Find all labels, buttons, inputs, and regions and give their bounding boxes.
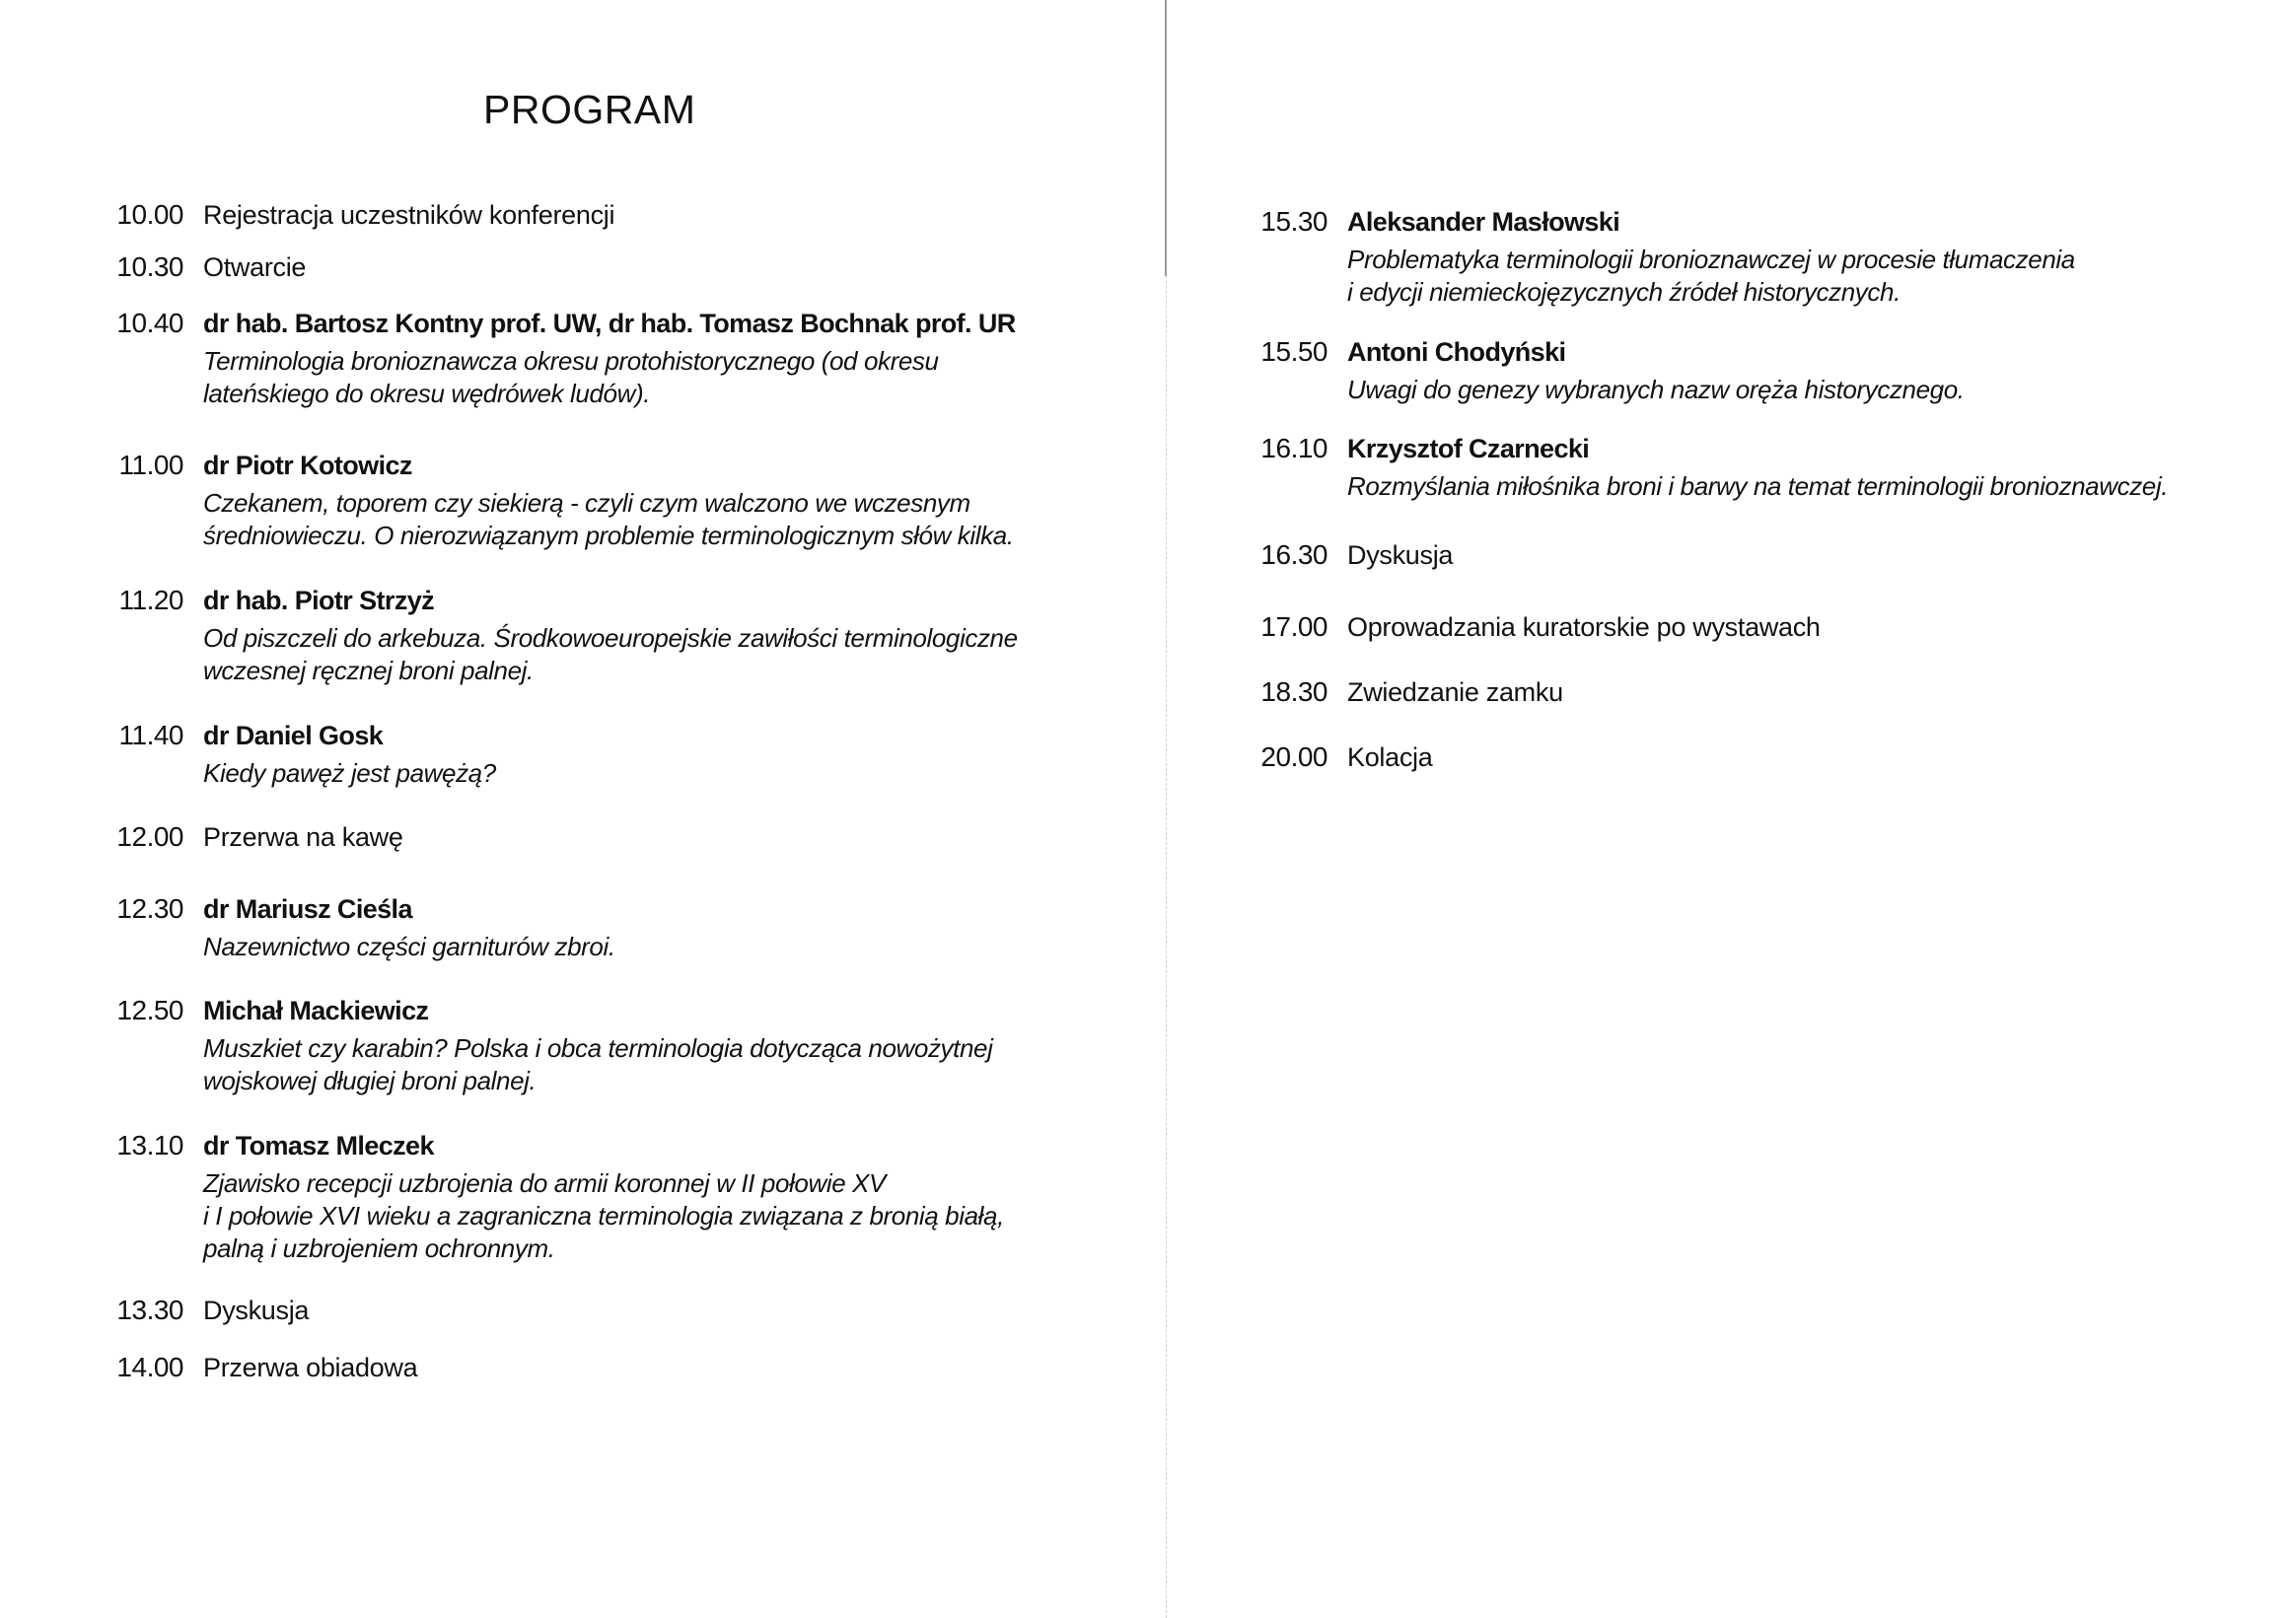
entry-speaker: Michał Mackiewicz bbox=[203, 996, 429, 1025]
entry-speaker: Krzysztof Czarnecki bbox=[1347, 434, 1590, 463]
entry-text: Rejestracja uczestników konferencji bbox=[203, 200, 615, 230]
entry-talk-title: Kiedy pawęż jest pawężą? bbox=[203, 758, 496, 788]
schedule-entry bbox=[1251, 429, 2286, 503]
entry-text: Dyskusja bbox=[1347, 540, 1454, 570]
entry-text: Oprowadzania kuratorskie po wystawach bbox=[1347, 612, 1821, 642]
entry-text: Dyskusja bbox=[203, 1296, 310, 1325]
entry-talk-title: Rozmyślania miłośnika broni i barwy na temat terminologii bronioznawczej. bbox=[1347, 471, 2169, 501]
left-schedule bbox=[107, 195, 1093, 1387]
entry-talk-title: Nazewnictwo części garniturów zbroi. bbox=[203, 932, 615, 961]
entry-time: 10.00 bbox=[116, 199, 183, 230]
entry-time: 15.30 bbox=[1260, 206, 1327, 237]
entry-talk-title: Terminologia bronioznawcza okresu protohistorycznego (od okresu lateńskiego do okresu wędrówek ludów). bbox=[203, 346, 939, 408]
page-title: PROGRAM bbox=[483, 87, 696, 132]
entry-text: Przerwa na kawę bbox=[203, 822, 403, 852]
entry-time: 17.00 bbox=[1260, 611, 1327, 642]
entry-speaker: dr Mariusz Cieśla bbox=[203, 894, 412, 924]
entry-time: 10.40 bbox=[116, 308, 183, 338]
entry-time: 10.30 bbox=[116, 251, 183, 282]
page-fold-edge bbox=[1165, 0, 1167, 276]
schedule-entry bbox=[107, 716, 1093, 790]
entry-text: Przerwa obiadowa bbox=[203, 1353, 418, 1382]
entry-time: 12.50 bbox=[116, 995, 183, 1025]
entry-talk-title: Uwagi do genezy wybranych nazw oręża historycznego. bbox=[1347, 375, 1965, 404]
schedule-entry bbox=[107, 991, 1093, 1097]
schedule-entry bbox=[1251, 738, 2286, 777]
entry-time: 11.00 bbox=[118, 450, 183, 480]
schedule-entry bbox=[107, 1348, 1093, 1387]
entry-speaker: dr Tomasz Mleczek bbox=[203, 1131, 434, 1161]
entry-text: Zwiedzanie zamku bbox=[1347, 677, 1563, 707]
entry-talk-title: Problematyka terminologii bronioznawczej w procesie tłumaczenia i edycji niemieckojęzycznych źródeł historycznych. bbox=[1347, 245, 2075, 307]
schedule-entry bbox=[107, 817, 1093, 857]
entry-speaker: Antoni Chodyński bbox=[1347, 337, 1566, 367]
schedule-entry bbox=[1251, 672, 2286, 712]
entry-speaker: dr Piotr Kotowicz bbox=[203, 451, 412, 480]
entry-time: 15.50 bbox=[1260, 336, 1327, 367]
entry-time: 14.00 bbox=[116, 1352, 183, 1382]
entry-speaker: dr hab. Bartosz Kontny prof. UW, dr hab. Tomasz Bochnak prof. UR bbox=[203, 309, 1016, 338]
entry-time: 12.30 bbox=[116, 893, 183, 924]
entry-time: 16.30 bbox=[1260, 539, 1327, 570]
entry-speaker: Aleksander Masłowski bbox=[1347, 207, 1620, 237]
schedule-entry bbox=[107, 446, 1093, 552]
entry-time: 13.10 bbox=[116, 1130, 183, 1161]
schedule-entry bbox=[107, 247, 1093, 287]
entry-speaker: dr hab. Piotr Strzyż bbox=[203, 586, 435, 615]
schedule-entry bbox=[1251, 607, 2286, 647]
schedule-entry bbox=[1251, 332, 2286, 406]
schedule-entry bbox=[107, 581, 1093, 687]
entry-text: Kolacja bbox=[1347, 742, 1433, 772]
entry-time: 18.30 bbox=[1260, 676, 1327, 707]
entry-time: 11.20 bbox=[118, 585, 183, 615]
entry-time: 20.00 bbox=[1260, 741, 1327, 772]
schedule-entry bbox=[1251, 202, 2286, 309]
entry-speaker: dr Daniel Gosk bbox=[203, 721, 384, 750]
entry-talk-title: Muszkiet czy karabin? Polska i obca terminologia dotycząca nowożytnej wojskowej długiej broni palnej. bbox=[203, 1033, 993, 1095]
entry-talk-title: Czekanem, toporem czy siekierą - czyli czym walczono we wczesnym średniowieczu. O nierozwiązanym problemie terminologicznym słów kilka. bbox=[203, 488, 1014, 550]
entry-time: 13.30 bbox=[116, 1295, 183, 1325]
schedule-entry bbox=[1251, 535, 2286, 575]
schedule-entry bbox=[107, 889, 1093, 963]
entry-time: 12.00 bbox=[116, 821, 183, 852]
entry-talk-title: Zjawisko recepcji uzbrojenia do armii koronnej w II połowie XV i I połowie XVI wieku a zagraniczna terminologia związana z bronią białą, palną i uzbrojeniem ochronnym. bbox=[203, 1168, 1004, 1263]
schedule-entry bbox=[107, 1126, 1093, 1265]
entry-time: 11.40 bbox=[118, 720, 183, 750]
schedule-entry bbox=[107, 304, 1093, 410]
right-schedule bbox=[1251, 202, 2286, 777]
entry-talk-title: Od piszczeli do arkebuza. Środkowoeuropejskie zawiłości terminologiczne wczesnej ręcznej broni palnej. bbox=[203, 623, 1018, 685]
entry-time: 16.10 bbox=[1260, 433, 1327, 463]
entry-text: Otwarcie bbox=[203, 252, 307, 282]
schedule-entry bbox=[107, 1291, 1093, 1330]
schedule-entry bbox=[107, 195, 1093, 235]
